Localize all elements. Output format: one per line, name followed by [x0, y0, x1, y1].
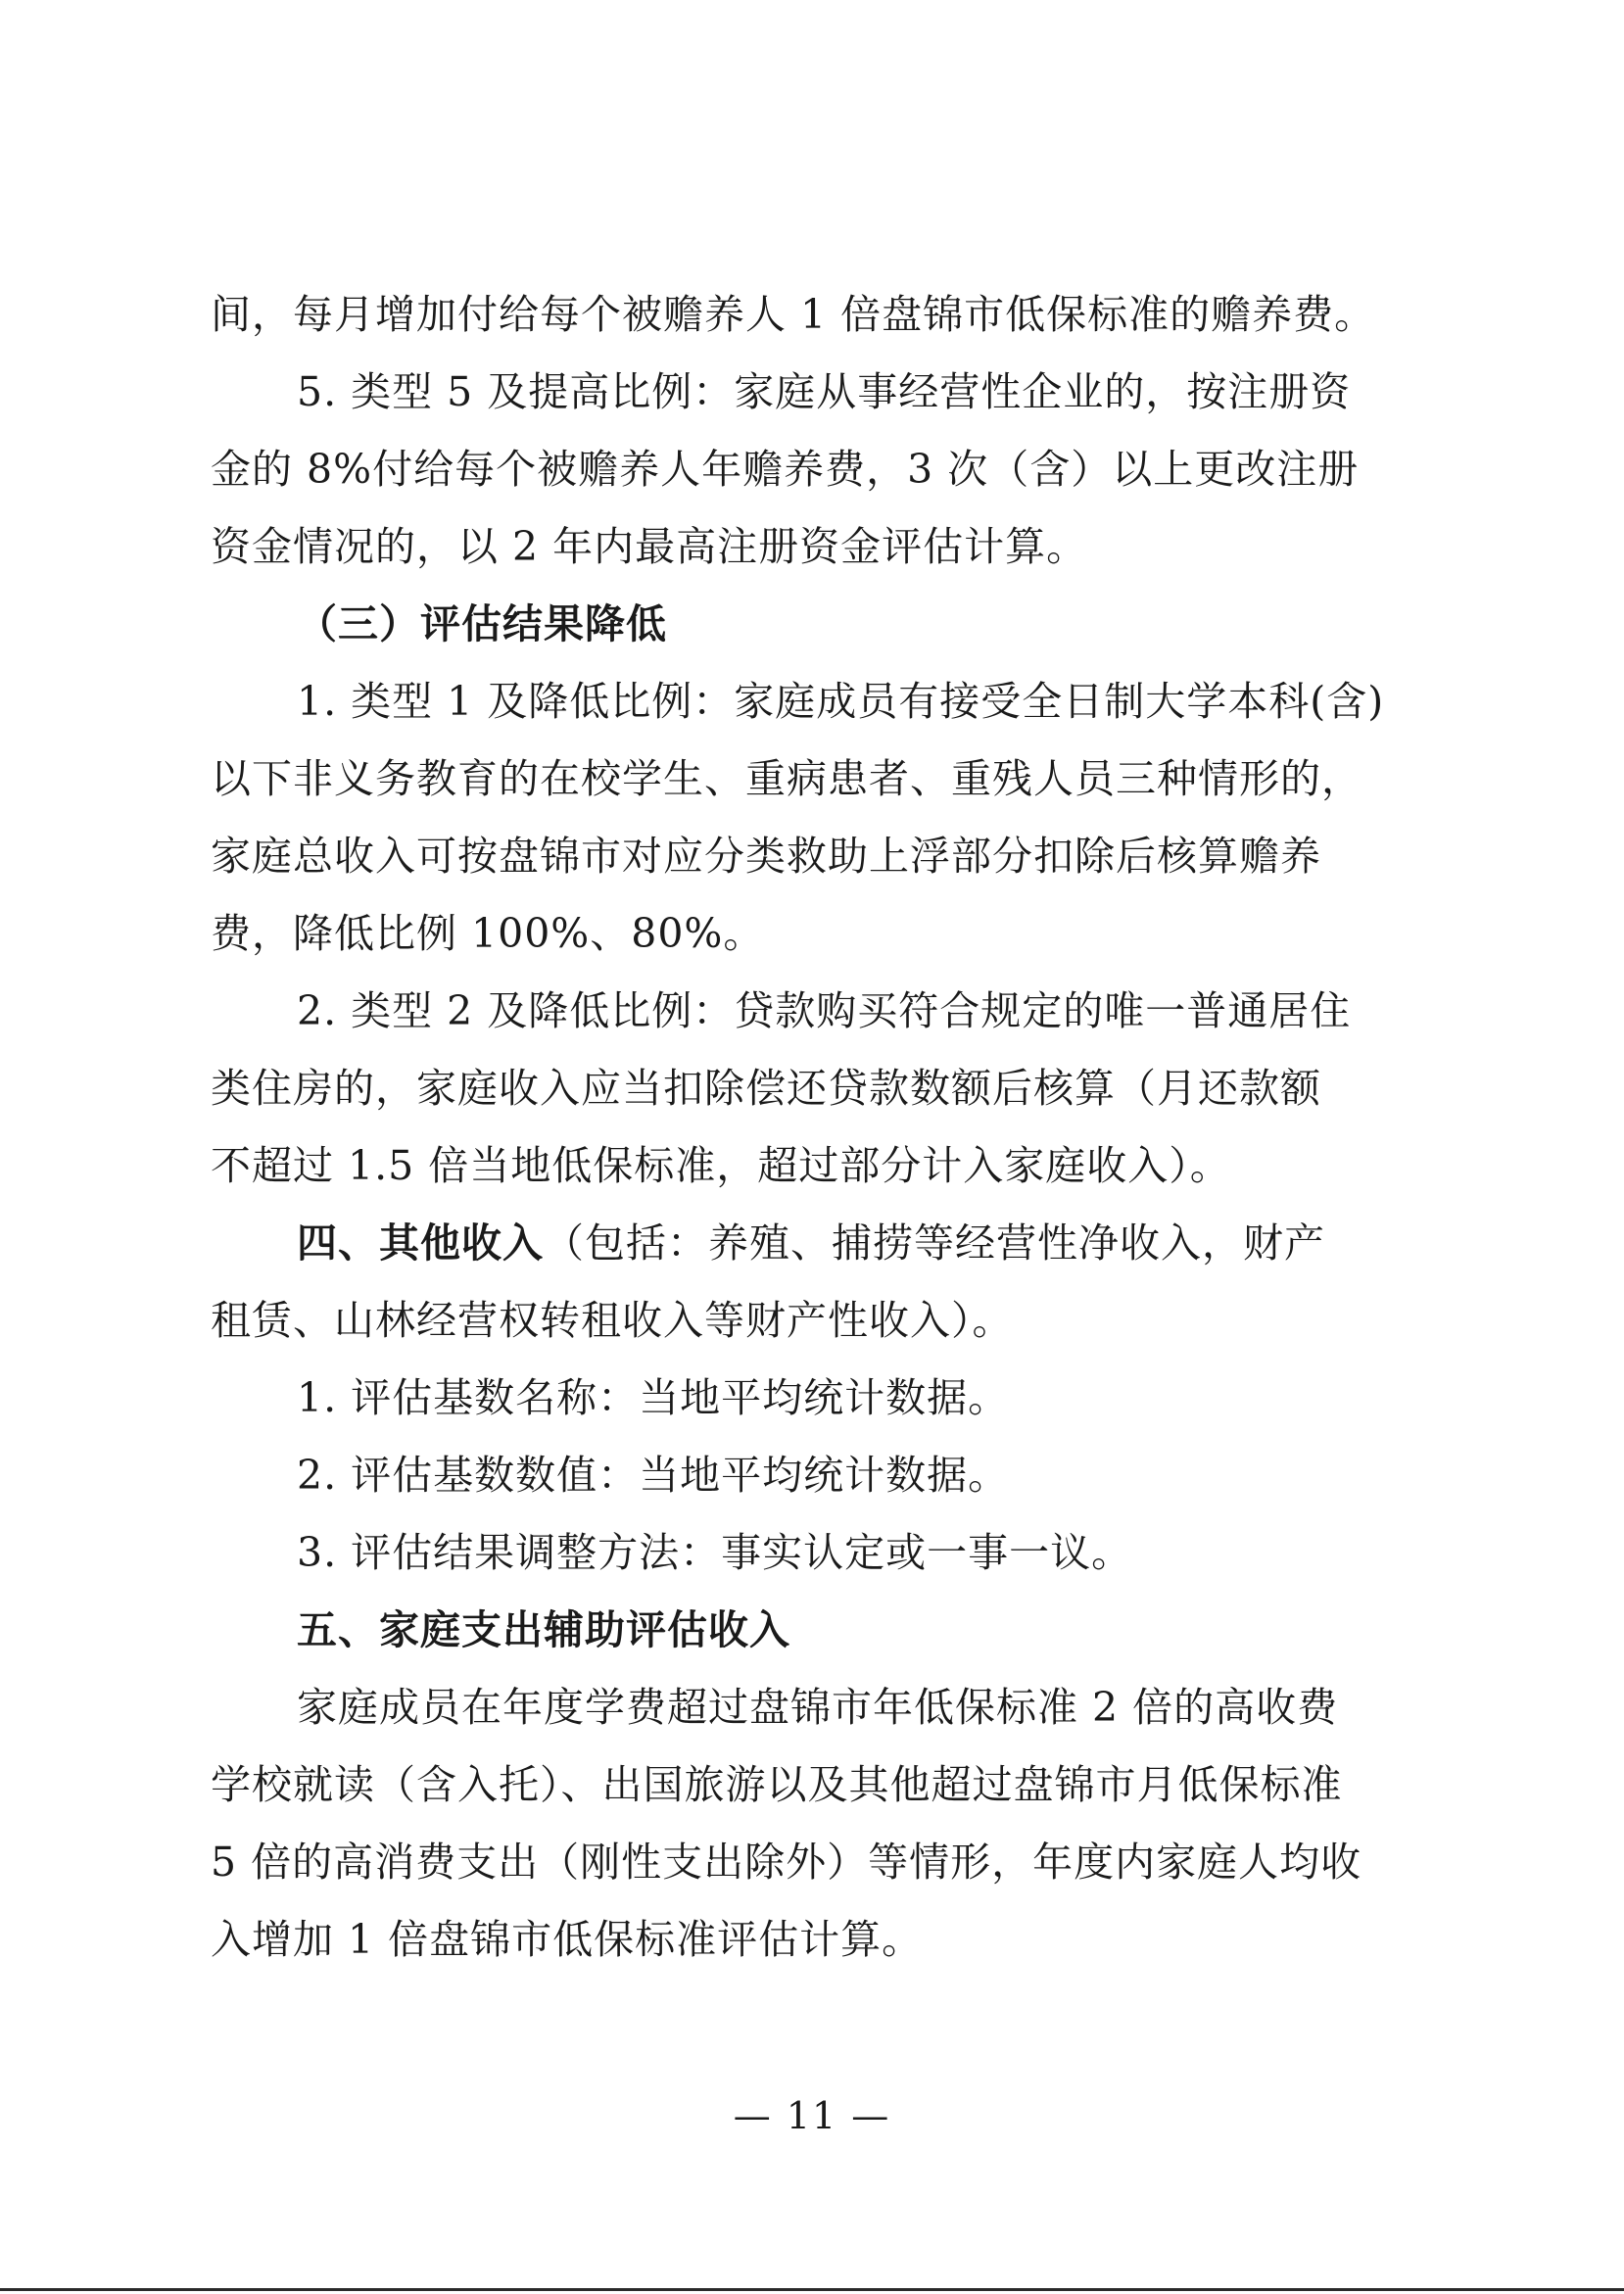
- section-heading-line: [211, 1205, 1415, 1282]
- bottom-edge-line: [0, 2288, 1624, 2291]
- paragraph-line: 入增加 1 倍盘锦市低保标准评估计算。: [211, 1916, 924, 1963]
- paragraph-line: 家庭总收入可按盘锦市对应分类救助上浮部分扣除后核算赡养: [211, 833, 1321, 880]
- paragraph-line: 类住房的，家庭收入应当扣除偿还贷款数额后核算（月还款额: [211, 1065, 1321, 1112]
- paragraph-line: 1. 评估基数名称：当地平均统计数据。: [297, 1374, 1010, 1421]
- section-heading: 五、家庭支出辅助评估收入: [297, 1606, 790, 1653]
- section-heading-note: （包括：养殖、捕捞等经营性净收入，财产: [544, 1219, 1325, 1266]
- paragraph-line: 1. 类型 1 及降低比例：家庭成员有接受全日制大学本科(含): [297, 678, 1385, 725]
- paragraph-line: 不超过 1.5 倍当地低保标准，超过部分计入家庭收入）。: [211, 1142, 1231, 1189]
- paragraph-line: 金的 8%付给每个被赡养人年赡养费，3 次（含）以上更改注册: [211, 446, 1360, 493]
- section-heading: 四、其他收入: [297, 1219, 544, 1266]
- paragraph-line: 家庭成员在年度学费超过盘锦市年低保标准 2 倍的高收费: [297, 1684, 1339, 1731]
- paragraph-line: 3. 评估结果调整方法：事实认定或一事一议。: [297, 1529, 1133, 1576]
- page-number: — 11 —: [733, 2094, 891, 2137]
- paragraph-line: 2. 评估基数数值：当地平均统计数据。: [297, 1452, 1010, 1499]
- paragraph-line: 资金情况的，以 2 年内最高注册资金评估计算。: [211, 523, 1088, 570]
- section-heading: （三）评估结果降低: [297, 600, 667, 647]
- paragraph-line: 学校就读（含入托）、出国旅游以及其他超过盘锦市月低保标准: [211, 1761, 1343, 1808]
- paragraph-line: 间，每月增加付给每个被赡养人 1 倍盘锦市低保标准的赡养费。: [211, 291, 1376, 338]
- paragraph-line: 以下非义务教育的在校学生、重病患者、重残人员三种情形的，: [211, 755, 1362, 802]
- document-body: [211, 276, 1415, 1979]
- paragraph-line: 费，降低比例 100%、80%。: [211, 910, 765, 957]
- paragraph-line: 租赁、山林经营权转租收入等财产性收入）。: [211, 1297, 1014, 1344]
- paragraph-line: 2. 类型 2 及降低比例：贷款购买符合规定的唯一普通居住: [297, 987, 1352, 1034]
- paragraph-line: 5 倍的高消费支出（刚性支出除外）等情形，年度内家庭人均收: [211, 1839, 1362, 1886]
- paragraph-line: 5. 类型 5 及提高比例：家庭从事经营性企业的，按注册资: [297, 368, 1352, 415]
